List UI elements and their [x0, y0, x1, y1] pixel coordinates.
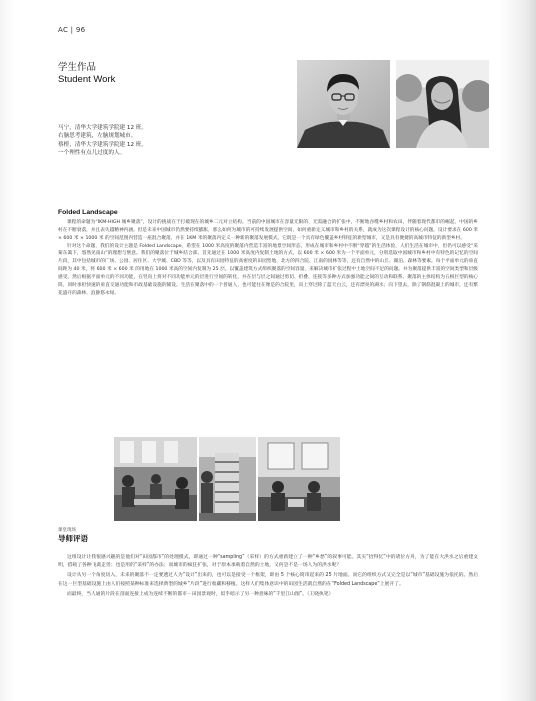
student-bios: [58, 124, 258, 158]
mentor-comment-title: 导师评语: [58, 534, 88, 543]
portrait-photo-cai-cheng: [396, 60, 489, 148]
mentor-paragraph: 而最终，当人通的片段在剖面连接上成为连续不断的都市－田园景观时，似乎暗示了另一种意味的“千里江山图”。（王晓执笔）: [67, 591, 334, 597]
project-title: Folded Landscape: [58, 209, 118, 216]
classroom-photo-1: [114, 437, 197, 521]
portrait-photo-ma-ning: [297, 60, 390, 148]
section-title: [58, 62, 208, 86]
classroom-photo-2: [199, 437, 256, 521]
description-paragraph: 课程的命题为“IKM-HIGH 城乡聚落”，设计的挑战在于打破现在的城乡二元对立结构。当前的中国城市在容量无限的、无需融合的扩张中，不断地吞噬乡村和农田，伴随着现代都市的崛起，中国的乡村在不断衰落，并且表失越精神内涵。但是未来中国城市仍然要持续膨胀，那么如何为城市的可持续发展提供空间，如何重新定义城市和乡村的关系，就成为这次课程设计的核心问题。设计要求在 600 米 × 600 米 × 1000 米 的空间范围内营造一座混合聚落，并在 1KM 米的聚落内定义一种新的聚落发展模式，它既是一个具有绿色覆盖乡村特征的新型城市，又是具有便捷的高城市特征的新型乡村。: [58, 220, 478, 241]
bio-line: 马宁，清华大学建筑学院建 12 班。: [58, 125, 147, 131]
description-paragraph: 针对这个命题，我们的设计主题是 Folded Landscape，希望在 1000 米高度的聚落内营造丰富的地景空间形态，形成在城市和乡村中不断“穿越”的生活体验，人们生活在城市中，但仍可以感受“采菊东篱下，悠然见南山”的理想与惬意。我们的聚落位于城乡结合部，首先通过在 1000 米高度内复制土地的方式，以 600 米 × 600 米为一个平面单元，分别选取中国城市和乡村中有特色的记忆的空间片段，其中包括城市的广场、公园、居住区、大学城、CBD 等等，以及具有田园特征的高密度的田园型地、北方的四合院、江南的园林等等，还有自然中的山丘、湖泊、森林等要素。每个平面单元的垂直间距为 40 米，将 600 米 × 600 米 的用地在 1000 米高的空间内复制为 25 层。以覆盖建筑方式组织聚落的空间容量，来解决城市扩张过程中土地空间不足的问题。并为聚落提供丰富的空间类型和层级感受。然后根据平面单元的不同功能，在竖向上将对不同功能单元的层进行空间的转化，并在层与层之间通过剪切、折叠、连接等多种方式加强功能之间的互动和联系。聚落的主体结构为五根巨型的核心筒，同时承担快速的垂直交通功能和市政基础设施的铺设。生活在聚落中的一个普通人，也可能往在像是的合院里，向上穿过除了蓝天白云，还有漂亮的湖水；向下望去，除了钢筋混凝土的城市，还有繁花盛开的森林、浪静悠永绿。: [58, 243, 478, 296]
project-description: [58, 219, 478, 297]
classroom-photo-3: [258, 437, 340, 521]
bio-line: 右脑思考建筑，左脑规划城市。: [58, 133, 137, 140]
bio-line: 一个理性有点儿过度的人。: [58, 150, 126, 157]
page-header: AC | 96: [58, 26, 86, 34]
section-title-chinese: 学生作品: [58, 62, 97, 73]
section-title-english: Student Work: [58, 74, 116, 85]
mentor-comment: [58, 554, 478, 601]
bio-line: 蔡橙，清华大学建筑学院建 12 班。: [58, 141, 147, 148]
mentor-paragraph: 这组设计让我很感兴趣的是他们对“田园都市”的处理模式，即通过一种“sampling”（采样）的方式重新建立了一种“乡愁”的叙事可能。其实“拾得忆”中的诸位方舟，为了能在大洪水之后重建文明，搭载了各种飞禽走兽；也是用的“采样”的办法；而城市的疯狂扩张，对于原本承载着自然的土地，又何尝不是一场人为的洪水呢？: [58, 555, 478, 569]
gallery-caption: 课堂现场: [58, 528, 76, 533]
mentor-paragraph: 设计从另一个角度切入，未来的聚落不一定要透过人为“设计”出来的，也可以是接受一个框架，即由 5 个核心筒串起来的 25 片地面。而它的组织方式又完全是以“城市”基础设施为依托的。然后在这一巨型基础设施上由人们按照某种标准来选择典型的城乡“片段”进行收藏和移植。这样人们集体意识中的田园生活就自然的在“Folded Landscape”上展开了。: [58, 573, 478, 587]
